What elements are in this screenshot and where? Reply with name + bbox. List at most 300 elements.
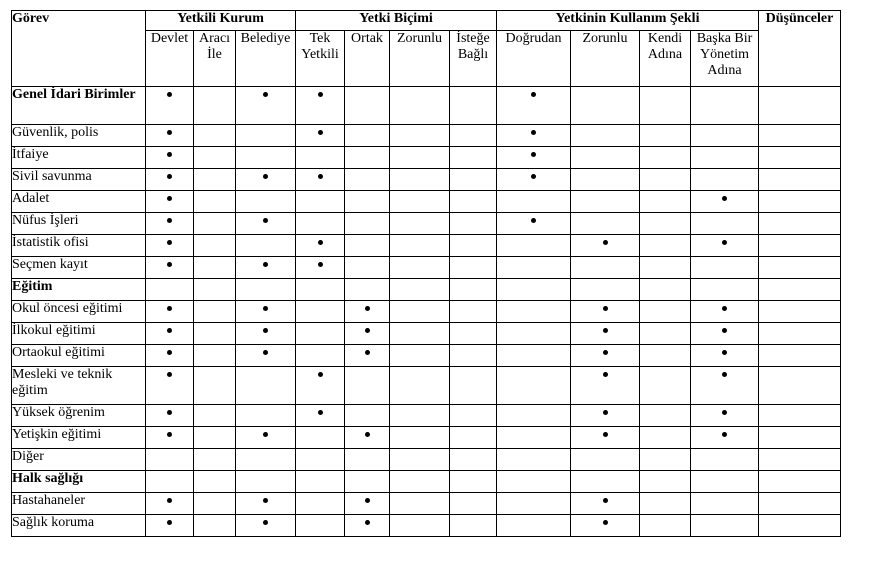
subheader-istege-bagli: İsteğe Bağlı <box>450 31 497 87</box>
table-row <box>12 493 841 515</box>
table-cell <box>236 449 296 471</box>
table-cell <box>194 367 236 405</box>
table-cell <box>640 323 691 345</box>
table-cell <box>691 279 759 301</box>
table-cell <box>236 367 296 405</box>
table-cell <box>146 257 194 279</box>
bullet-mark <box>167 92 172 97</box>
table-cell <box>146 493 194 515</box>
table-cell <box>194 515 236 537</box>
subheader-zorunlu-kullanim: Zorunlu <box>571 31 640 87</box>
table-cell <box>345 147 390 169</box>
table-cell <box>390 345 450 367</box>
table-cell <box>194 427 236 449</box>
table-cell <box>345 449 390 471</box>
header-yetkili-kurum: Yetkili Kurum <box>146 11 296 31</box>
bullet-mark <box>318 130 323 135</box>
table-cell <box>236 169 296 191</box>
bullet-mark <box>603 350 608 355</box>
table-cell <box>759 257 841 279</box>
table-cell <box>296 147 345 169</box>
table-cell <box>345 257 390 279</box>
table-cell <box>146 345 194 367</box>
table-cell <box>571 301 640 323</box>
bullet-mark <box>167 372 172 377</box>
bullet-mark <box>365 432 370 437</box>
table-cell <box>146 515 194 537</box>
bullet-mark <box>263 350 268 355</box>
table-cell <box>450 301 497 323</box>
row-label: Ortaokul eğitimi <box>12 345 146 367</box>
table-cell <box>345 125 390 147</box>
table-row <box>12 235 841 257</box>
table-cell <box>236 493 296 515</box>
table-cell <box>296 279 345 301</box>
table-cell <box>759 367 841 405</box>
table-cell <box>146 301 194 323</box>
table-cell <box>296 169 345 191</box>
table-cell <box>390 301 450 323</box>
table-cell <box>194 449 236 471</box>
table-cell <box>194 323 236 345</box>
table-cell <box>345 427 390 449</box>
bullet-mark <box>167 240 172 245</box>
table-cell <box>640 279 691 301</box>
table-cell <box>640 345 691 367</box>
bullet-mark <box>167 174 172 179</box>
table-cell <box>345 87 390 125</box>
table-cell <box>146 191 194 213</box>
bullet-mark <box>318 410 323 415</box>
bullet-mark <box>603 520 608 525</box>
table-cell <box>497 87 571 125</box>
table-cell <box>571 169 640 191</box>
table-cell <box>691 257 759 279</box>
table-cell <box>640 301 691 323</box>
table-row <box>12 323 841 345</box>
table-cell <box>640 235 691 257</box>
table-cell <box>450 169 497 191</box>
bullet-mark <box>603 372 608 377</box>
header-yetki-bicimi: Yetki Biçimi <box>296 11 497 31</box>
bullet-mark <box>167 350 172 355</box>
table-cell <box>146 87 194 125</box>
bullet-mark <box>263 306 268 311</box>
table-row <box>12 345 841 367</box>
table-cell <box>450 427 497 449</box>
table-cell <box>640 213 691 235</box>
row-label: İlkokul eğitimi <box>12 323 146 345</box>
subheader-tek-yetkili: Tek Yetkili <box>296 31 345 87</box>
table-cell <box>640 367 691 405</box>
table-cell <box>146 367 194 405</box>
table-cell <box>390 405 450 427</box>
table-cell <box>640 257 691 279</box>
table-cell <box>146 235 194 257</box>
table-cell <box>497 191 571 213</box>
table-header <box>12 11 841 87</box>
table-row <box>12 449 841 471</box>
table-cell <box>194 257 236 279</box>
table-cell <box>390 125 450 147</box>
table-cell <box>571 147 640 169</box>
table-cell <box>497 235 571 257</box>
table-row <box>12 471 841 493</box>
table-cell <box>640 169 691 191</box>
table-cell <box>691 427 759 449</box>
table-cell <box>390 257 450 279</box>
table-cell <box>390 367 450 405</box>
table-row <box>12 279 841 301</box>
table-cell <box>497 471 571 493</box>
table-cell <box>194 235 236 257</box>
table-cell <box>450 257 497 279</box>
bullet-mark <box>603 432 608 437</box>
table-cell <box>759 493 841 515</box>
table-cell <box>345 515 390 537</box>
table-row <box>12 367 841 405</box>
table-row <box>12 257 841 279</box>
table-cell <box>194 213 236 235</box>
table-cell <box>691 367 759 405</box>
table-cell <box>571 213 640 235</box>
table-cell <box>236 471 296 493</box>
table-cell <box>345 301 390 323</box>
bullet-mark <box>167 328 172 333</box>
bullet-mark <box>167 520 172 525</box>
bullet-mark <box>263 498 268 503</box>
header-dusunceler: Düşünceler <box>759 11 841 87</box>
bullet-mark <box>531 152 536 157</box>
table-cell <box>497 279 571 301</box>
table-cell <box>390 449 450 471</box>
table-cell <box>691 191 759 213</box>
table-cell <box>146 427 194 449</box>
subheader-baska-bir-yonetim-adina: Başka Bir Yönetim Adına <box>691 31 759 87</box>
table-cell <box>390 213 450 235</box>
table-cell <box>296 125 345 147</box>
table-cell <box>345 213 390 235</box>
table-cell <box>194 279 236 301</box>
table-cell <box>640 427 691 449</box>
table-cell <box>345 169 390 191</box>
table-cell <box>146 169 194 191</box>
table-cell <box>497 345 571 367</box>
table-cell <box>236 147 296 169</box>
table-cell <box>759 345 841 367</box>
table-cell <box>390 493 450 515</box>
table-cell <box>236 279 296 301</box>
table-cell <box>640 147 691 169</box>
authority-table <box>11 10 841 537</box>
table-cell <box>236 213 296 235</box>
table-cell <box>571 449 640 471</box>
table-cell <box>759 87 841 125</box>
bullet-mark <box>318 240 323 245</box>
table-cell <box>759 427 841 449</box>
bullet-mark <box>603 498 608 503</box>
row-label: Eğitim <box>12 279 146 301</box>
table-cell <box>390 235 450 257</box>
bullet-mark <box>263 262 268 267</box>
table-cell <box>691 345 759 367</box>
table-cell <box>345 191 390 213</box>
table-cell <box>640 515 691 537</box>
table-cell <box>759 191 841 213</box>
table-cell <box>194 125 236 147</box>
table-cell <box>296 235 345 257</box>
table-cell <box>296 323 345 345</box>
bullet-mark <box>531 92 536 97</box>
bullet-mark <box>167 196 172 201</box>
table-cell <box>390 191 450 213</box>
bullet-mark <box>365 328 370 333</box>
table-cell <box>497 301 571 323</box>
table-cell <box>194 405 236 427</box>
table-cell <box>345 345 390 367</box>
table-cell <box>640 405 691 427</box>
bullet-mark <box>722 350 727 355</box>
table-cell <box>450 449 497 471</box>
table-cell <box>691 323 759 345</box>
table-row <box>12 301 841 323</box>
table-cell <box>194 301 236 323</box>
row-label: Okul öncesi eğitimi <box>12 301 146 323</box>
table-cell <box>146 213 194 235</box>
table-cell <box>691 169 759 191</box>
table-cell <box>236 345 296 367</box>
table-cell <box>450 367 497 405</box>
table-cell <box>296 87 345 125</box>
table-cell <box>146 147 194 169</box>
table-cell <box>450 213 497 235</box>
bullet-mark <box>603 306 608 311</box>
table-row <box>12 213 841 235</box>
bullet-mark <box>531 130 536 135</box>
bullet-mark <box>167 306 172 311</box>
table-cell <box>759 279 841 301</box>
row-label: İtfaiye <box>12 147 146 169</box>
table-cell <box>146 449 194 471</box>
table-row <box>12 169 841 191</box>
table-cell <box>146 125 194 147</box>
row-label: Güvenlik, polis <box>12 125 146 147</box>
table-cell <box>759 213 841 235</box>
table-cell <box>759 235 841 257</box>
bullet-mark <box>263 520 268 525</box>
row-label: Halk sağlığı <box>12 471 146 493</box>
table-cell <box>450 493 497 515</box>
table-cell <box>571 405 640 427</box>
table-cell <box>497 405 571 427</box>
table-cell <box>390 323 450 345</box>
subheader-ortak: Ortak <box>345 31 390 87</box>
table-cell <box>759 301 841 323</box>
row-label: Genel İdari Birimler <box>12 87 146 125</box>
bullet-mark <box>318 174 323 179</box>
table-cell <box>236 405 296 427</box>
table-cell <box>296 515 345 537</box>
table-cell <box>194 169 236 191</box>
table-cell <box>450 471 497 493</box>
table-cell <box>296 191 345 213</box>
bullet-mark <box>603 240 608 245</box>
subheader-zorunlu: Zorunlu <box>390 31 450 87</box>
table-cell <box>691 515 759 537</box>
table-cell <box>345 405 390 427</box>
table-cell <box>691 405 759 427</box>
bullet-mark <box>318 372 323 377</box>
table-cell <box>640 125 691 147</box>
table-row <box>12 125 841 147</box>
table-cell <box>236 235 296 257</box>
table-cell <box>759 323 841 345</box>
bullet-mark <box>365 306 370 311</box>
row-label: Nüfus İşleri <box>12 213 146 235</box>
table-cell <box>296 405 345 427</box>
bullet-mark <box>263 218 268 223</box>
bullet-mark <box>603 328 608 333</box>
table-cell <box>571 191 640 213</box>
subheader-devlet: Devlet <box>146 31 194 87</box>
table-cell <box>345 323 390 345</box>
table-cell <box>194 147 236 169</box>
table-cell <box>345 367 390 405</box>
table-cell <box>146 279 194 301</box>
table-cell <box>691 125 759 147</box>
table-cell <box>390 515 450 537</box>
table-cell <box>236 125 296 147</box>
bullet-mark <box>531 174 536 179</box>
table-cell <box>571 345 640 367</box>
table-cell <box>759 405 841 427</box>
table-cell <box>571 323 640 345</box>
table-cell <box>571 235 640 257</box>
table-cell <box>759 449 841 471</box>
bullet-mark <box>263 432 268 437</box>
table-cell <box>691 449 759 471</box>
row-label: Sağlık koruma <box>12 515 146 537</box>
table-cell <box>236 191 296 213</box>
bullet-mark <box>722 240 727 245</box>
table-cell <box>497 367 571 405</box>
table-row <box>12 515 841 537</box>
table-cell <box>390 427 450 449</box>
table-cell <box>691 213 759 235</box>
table-cell <box>296 213 345 235</box>
table-cell <box>571 87 640 125</box>
table-cell <box>450 323 497 345</box>
table-cell <box>759 515 841 537</box>
table-cell <box>296 301 345 323</box>
bullet-mark <box>318 262 323 267</box>
table-cell <box>640 191 691 213</box>
row-label: Adalet <box>12 191 146 213</box>
table-cell <box>236 301 296 323</box>
bullet-mark <box>722 306 727 311</box>
table-cell <box>640 471 691 493</box>
bullet-mark <box>722 410 727 415</box>
table-cell <box>296 493 345 515</box>
bullet-mark <box>365 520 370 525</box>
table-cell <box>296 449 345 471</box>
row-label: Hastahaneler <box>12 493 146 515</box>
bullet-mark <box>365 350 370 355</box>
bullet-mark <box>167 498 172 503</box>
bullet-mark <box>263 174 268 179</box>
table-cell <box>345 471 390 493</box>
bullet-mark <box>167 432 172 437</box>
table-cell <box>236 515 296 537</box>
table-cell <box>497 427 571 449</box>
table-cell <box>194 87 236 125</box>
table-cell <box>194 345 236 367</box>
table-cell <box>146 405 194 427</box>
table-row <box>12 427 841 449</box>
bullet-mark <box>167 262 172 267</box>
row-label: İstatistik ofisi <box>12 235 146 257</box>
table-cell <box>296 257 345 279</box>
bullet-mark <box>167 152 172 157</box>
row-label: Yüksek öğrenim <box>12 405 146 427</box>
table-cell <box>691 301 759 323</box>
table-cell <box>390 169 450 191</box>
table-cell <box>571 515 640 537</box>
table-cell <box>194 191 236 213</box>
table-cell <box>450 345 497 367</box>
table-cell <box>450 87 497 125</box>
table-cell <box>296 367 345 405</box>
table-cell <box>450 405 497 427</box>
bullet-mark <box>167 130 172 135</box>
table-cell <box>571 257 640 279</box>
table-cell <box>236 87 296 125</box>
table-cell <box>390 87 450 125</box>
table-cell <box>345 235 390 257</box>
table-cell <box>390 471 450 493</box>
table-body <box>12 87 841 537</box>
table-cell <box>497 147 571 169</box>
table-cell <box>450 515 497 537</box>
table-cell <box>759 125 841 147</box>
table-cell <box>450 191 497 213</box>
table-row <box>12 147 841 169</box>
table-cell <box>194 493 236 515</box>
table-cell <box>497 515 571 537</box>
table-cell <box>691 235 759 257</box>
table-cell <box>640 493 691 515</box>
table-row <box>12 87 841 125</box>
table-cell <box>450 235 497 257</box>
table-cell <box>296 471 345 493</box>
table-cell <box>571 367 640 405</box>
table-cell <box>571 279 640 301</box>
table-cell <box>146 323 194 345</box>
table-cell <box>640 87 691 125</box>
table-cell <box>497 257 571 279</box>
table-cell <box>296 345 345 367</box>
header-gorev: Görev <box>12 11 146 87</box>
table-row <box>12 405 841 427</box>
table-cell <box>571 125 640 147</box>
row-label: Yetişkin eğitimi <box>12 427 146 449</box>
table-cell <box>691 147 759 169</box>
table-cell <box>497 493 571 515</box>
subheader-kendi-adina: Kendi Adına <box>640 31 691 87</box>
bullet-mark <box>263 328 268 333</box>
table-cell <box>194 471 236 493</box>
subheader-dogrudan: Doğrudan <box>497 31 571 87</box>
